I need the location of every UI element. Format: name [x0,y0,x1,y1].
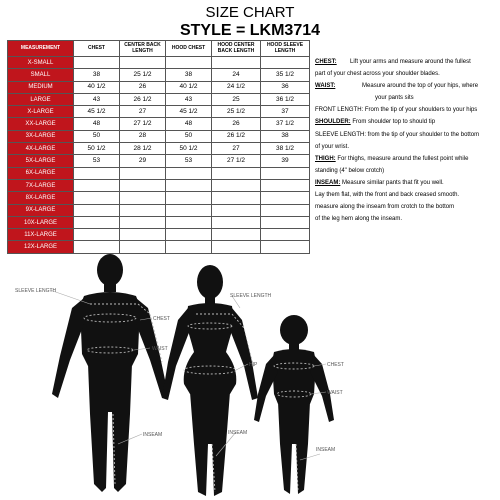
size-value-cell [74,204,120,216]
note-sleeve-line-1: SLEEVE LENGTH: from the tip of your shoulder to the bottom [315,131,480,138]
table-row [8,192,310,204]
size-value-cell: 25 1/2 [120,69,166,81]
size-value-cell [120,57,166,69]
size-label: 12X-LARGE [8,241,74,253]
table-header-row [8,41,310,57]
size-value-cell: 37 [261,106,310,118]
note-inseam-line-1 [315,177,500,189]
size-label: 9X-LARGE [8,204,74,216]
size-value-cell: 27 [212,143,261,155]
note-inseam-label: INSEAM: [315,179,341,186]
note-shoulder-text: From shoulder top to should tip [352,119,436,126]
size-value-cell [74,179,120,191]
note-waist-label: WAIST: [315,83,336,90]
note-front-length: FRONT LENGTH: From the tip of your shoulders to your hips [315,107,478,114]
table-row [8,155,310,167]
size-value-cell [120,167,166,179]
table-row [8,179,310,191]
size-value-cell: 26 1/2 [212,130,261,142]
note-shoulder [315,116,500,128]
size-value-cell: 27 1/2 [120,118,166,130]
note-waist-line-1 [315,80,500,92]
table-row [8,229,310,241]
note-inseam-line-4: of the leg hem along the inseam. [315,216,403,223]
size-value-cell [261,216,310,228]
size-label: XX-LARGE [8,118,74,130]
size-value-cell [261,204,310,216]
size-label: MEDIUM [8,81,74,93]
size-label: 5X-LARGE [8,155,74,167]
size-value-cell [74,216,120,228]
label-woman-sleeve-length: SLEEVE LENGTH [230,293,272,299]
size-value-cell [120,179,166,191]
size-value-cell: 50 [166,130,212,142]
label-kid-chest: CHEST [327,362,344,368]
note-inseam-text: Measure similar pants that fit you well. [342,179,444,186]
note-waist-line-2: your pants sits [375,95,414,102]
header-center-back-length: CENTER BACK LENGTH [120,41,166,57]
size-value-cell [212,167,261,179]
table-row [8,118,310,130]
note-chest-label: CHEST: [315,59,337,65]
size-value-cell [166,179,212,191]
measurement-figures [0,244,500,500]
table-row [8,81,310,93]
size-value-cell: 48 [74,118,120,130]
size-value-cell: 24 1/2 [212,81,261,93]
header-hood-center-back-length: HOOD CENTER BACK LENGTH [212,41,261,57]
label-man-sleeve-length: SLEEVE LENGTH [15,288,57,294]
size-value-cell [212,179,261,191]
table-row [8,167,310,179]
size-label: 7X-LARGE [8,179,74,191]
size-value-cell: 27 [120,106,166,118]
size-table-body [8,57,310,254]
size-label: 10X-LARGE [8,216,74,228]
size-value-cell: 26 [212,118,261,130]
size-value-cell [166,192,212,204]
size-value-cell: 24 [212,69,261,81]
size-value-cell [261,167,310,179]
size-value-cell: 29 [120,155,166,167]
size-value-cell [166,204,212,216]
size-value-cell [166,229,212,241]
size-value-cell: 25 1/2 [212,106,261,118]
size-label: 8X-LARGE [8,192,74,204]
note-thigh-label: THIGH: [315,155,336,162]
table-row [8,69,310,81]
size-label: 11X-LARGE [8,229,74,241]
size-value-cell: 53 [74,155,120,167]
size-value-cell: 38 [166,69,212,81]
kid-silhouette [254,315,334,494]
size-value-cell: 26 [120,81,166,93]
size-value-cell: 43 [166,93,212,105]
size-value-cell: 45 1/2 [74,106,120,118]
size-value-cell: 36 1/2 [261,93,310,105]
size-value-cell: 53 [166,155,212,167]
note-chest-line-1 [315,56,500,68]
size-value-cell [74,229,120,241]
label-man-inseam: INSEAM [143,432,163,438]
size-value-cell [120,204,166,216]
size-value-cell: 50 1/2 [74,143,120,155]
note-chest-text: Lift your arms and measure around the fullest [350,59,471,65]
size-value-cell: 45 1/2 [166,106,212,118]
size-value-cell [74,57,120,69]
measurement-notes [315,56,500,225]
size-value-cell: 28 1/2 [120,143,166,155]
size-value-cell: 38 1/2 [261,143,310,155]
table-row [8,143,310,155]
size-value-cell: 38 [74,69,120,81]
size-label: X-LARGE [8,106,74,118]
table-row [8,93,310,105]
size-value-cell [261,229,310,241]
style-code: STYLE = LKM3714 [179,22,321,39]
table-row [8,57,310,69]
size-value-cell [261,57,310,69]
size-value-cell: 36 [261,81,310,93]
label-kid-waist: WAIST [327,390,343,396]
size-value-cell [212,192,261,204]
size-value-cell: 38 [261,130,310,142]
header-measurement: MEASUREMENT [8,41,74,57]
size-label: 6X-LARGE [8,167,74,179]
size-value-cell [74,167,120,179]
size-value-cell [166,167,212,179]
note-thigh-line-2: standing (4" below crotch) [315,167,385,174]
header-hood-chest: HOOD CHEST [166,41,212,57]
size-value-cell: 50 1/2 [166,143,212,155]
header-hood-sleeve-length: HOOD SLEEVE LENGTH [261,41,310,57]
size-label: LARGE [8,93,74,105]
size-label: 3X-LARGE [8,130,74,142]
size-label: 4X-LARGE [8,143,74,155]
table-row [8,130,310,142]
size-value-cell: 37 1/2 [261,118,310,130]
size-table [7,40,310,254]
size-value-cell: 43 [74,93,120,105]
note-shoulder-label: SHOULDER: [315,119,351,126]
woman-silhouette [162,265,258,496]
label-kid-inseam: INSEAM [316,447,336,453]
note-inseam-line-2: Lay them flat, with the front and back creased smooth. [315,192,460,199]
size-value-cell: 28 [120,130,166,142]
size-value-cell: 35 1/2 [261,69,310,81]
table-row [8,216,310,228]
size-value-cell [261,179,310,191]
note-sleeve-line-2: of your wrist. [315,143,350,150]
size-value-cell [212,204,261,216]
note-thigh-text: For thighs, measure around the fullest point while [337,155,469,162]
label-man-waist: WAIST [152,346,168,352]
size-value-cell: 27 1/2 [212,155,261,167]
size-label: X-SMALL [8,57,74,69]
size-value-cell [166,216,212,228]
size-chart-title: SIZE CHART [205,4,295,21]
note-waist-text: Measure around the top of your hips, where [362,83,479,90]
size-value-cell [74,192,120,204]
header-chest: CHEST [74,41,120,57]
size-value-cell [212,229,261,241]
table-row [8,204,310,216]
size-label: SMALL [8,69,74,81]
table-row [8,106,310,118]
size-value-cell: 48 [166,118,212,130]
size-value-cell [120,216,166,228]
size-value-cell: 50 [74,130,120,142]
size-value-cell [120,229,166,241]
man-silhouette [52,254,168,492]
label-woman-inseam: INSEAM [228,430,248,436]
size-value-cell: 40 1/2 [74,81,120,93]
size-value-cell: 25 [212,93,261,105]
size-value-cell [120,192,166,204]
label-man-chest: CHEST [153,316,170,322]
size-value-cell [261,192,310,204]
label-woman-hip: HIP [249,362,258,368]
note-thigh-line-1 [315,153,500,165]
note-chest-line-2: part of your chest across your shoulder blades. [315,71,440,78]
size-value-cell [166,57,212,69]
size-value-cell [212,216,261,228]
size-value-cell: 40 1/2 [166,81,212,93]
note-inseam-line-3: measure along the inseam from crotch to the bottom [315,204,455,211]
size-value-cell: 26 1/2 [120,93,166,105]
size-value-cell [212,57,261,69]
size-value-cell: 39 [261,155,310,167]
